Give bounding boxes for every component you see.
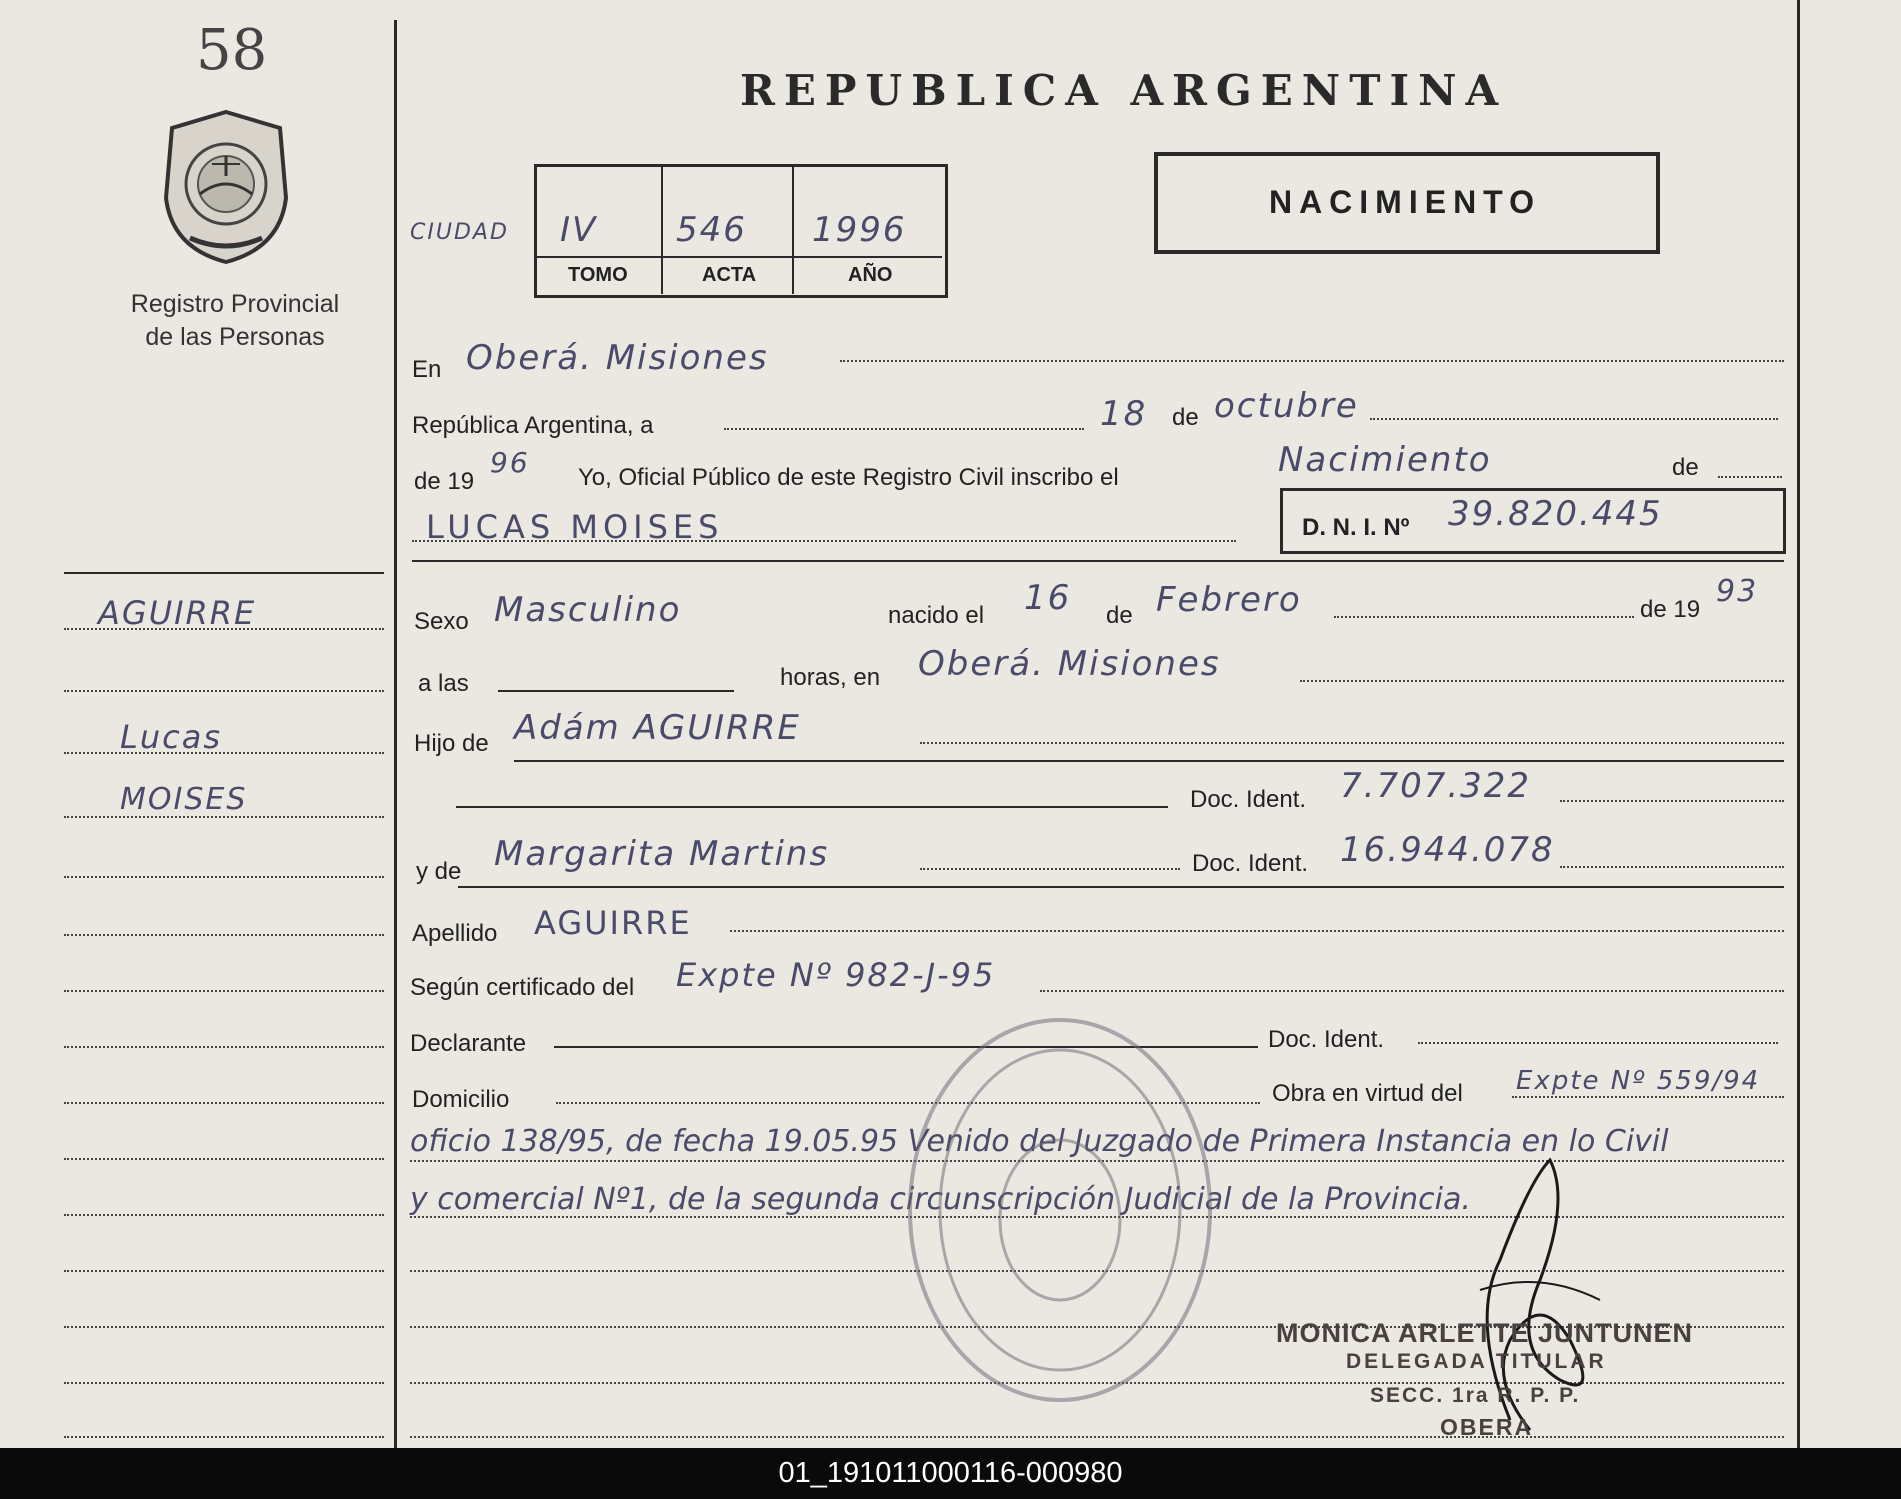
ref-prefix: CIUDAD (410, 220, 509, 245)
apellido-label: Apellido (412, 920, 498, 947)
day-value: 18 (1100, 394, 1148, 434)
margin-dotted-line (64, 990, 384, 992)
birth-year-label: de 19 (1640, 596, 1701, 623)
tomo-label: TOMO (568, 264, 628, 286)
obra-value: Expte Nº 559/94 (1516, 1066, 1761, 1096)
stamp-role: DELEGADA TITULAR (1346, 1350, 1607, 1373)
place-line (1300, 680, 1784, 682)
birth-year-suffix: 93 (1716, 574, 1759, 609)
inscribo-line (1718, 476, 1782, 478)
domicilio-label: Domicilio (412, 1086, 510, 1113)
stamp-name: MONICA ARLETTE JUNTUNEN (1276, 1318, 1693, 1348)
document-title: REPUBLICA ARGENTINA (740, 66, 1508, 115)
apellido-value: AGUIRRE (534, 904, 692, 942)
tomo-value: IV (560, 210, 598, 250)
margin-surname: AGUIRRE (98, 594, 257, 632)
en-line (840, 360, 1784, 362)
en-value: Oberá. Misiones (466, 338, 769, 378)
margin-dotted-line (64, 1214, 384, 1216)
y-de-label: y de (416, 858, 462, 885)
date-line (724, 428, 1084, 430)
margin-dotted-line (64, 690, 384, 692)
horas-label: horas, en (780, 664, 881, 691)
stamp-section: SECC. 1ra R. P. P. (1370, 1384, 1581, 1407)
note-line2: y comercial Nº1, de la segunda circunscripción Judicial de la Provincia. (410, 1182, 1471, 1217)
margin-dotted-line (64, 876, 384, 878)
margin-dotted-line (64, 628, 384, 630)
segun-line (1040, 990, 1784, 992)
left-column-divider (394, 20, 397, 1448)
a-las-label: a las (418, 670, 469, 697)
hours-line (498, 690, 734, 692)
margin-dotted-line (64, 1326, 384, 1328)
name-value: LUCAS MOISES (426, 508, 724, 546)
margin-dotted-line (64, 816, 384, 818)
record-type: NACIMIENTO (1268, 184, 1542, 220)
de-label: de (1172, 404, 1199, 431)
page-number: 58 (196, 18, 268, 83)
hijo-label: Hijo de (414, 730, 489, 757)
margin-dotted-line (64, 752, 384, 754)
oficial-text: Yo, Oficial Público de este Registro Civil inscribo el (578, 464, 1119, 491)
right-border (1797, 0, 1800, 1448)
dni-value: 39.820.445 (1448, 494, 1663, 534)
margin-dotted-line (64, 1382, 384, 1384)
mother-doc-label: Doc. Ident. (1192, 850, 1309, 877)
declarante-doc-label: Doc. Ident. (1268, 1026, 1385, 1053)
margin-name1: Lucas (120, 718, 222, 756)
image-id-footer: 01_191011000116-000980 (0, 1448, 1901, 1499)
margin-dotted-line (64, 1102, 384, 1104)
mother-rule (458, 886, 1784, 888)
obra-line (1512, 1096, 1784, 1098)
sexo-label: Sexo (414, 608, 469, 635)
dni-label: D. N. I. Nº (1302, 514, 1410, 541)
father-doc-label: Doc. Ident. (1190, 786, 1307, 813)
section-rule (412, 560, 1784, 562)
month-line (1370, 418, 1778, 420)
registry-name (90, 288, 380, 354)
father-doc-line (456, 806, 1168, 808)
margin-dotted-line (64, 1046, 384, 1048)
sexo-value: Masculino (494, 590, 682, 630)
father-line (920, 742, 1784, 744)
margin-dotted-line (64, 1270, 384, 1272)
acta-value: 546 (676, 210, 747, 250)
acta-label: ACTA (702, 264, 757, 286)
birth-place: Oberá. Misiones (918, 644, 1221, 684)
segun-label: Según certificado del (410, 974, 635, 1001)
father-doc-value: 7.707.322 (1340, 766, 1532, 806)
ano-label: AÑO (848, 264, 893, 286)
father-value: Adám AGUIRRE (514, 708, 801, 748)
registry-name-line1: Registro Provincial (130, 290, 340, 318)
margin-dotted-line (64, 1158, 384, 1160)
apellido-line (730, 930, 1784, 932)
father-rule (514, 760, 1784, 762)
segun-value: Expte Nº 982-J-95 (676, 956, 996, 994)
birth-line (1334, 616, 1634, 618)
month-value: octubre (1214, 386, 1359, 426)
registry-round-stamp-icon (900, 1010, 1220, 1410)
birth-month: Febrero (1156, 580, 1302, 620)
en-label: En (412, 356, 442, 383)
ano-value: 1996 (812, 210, 907, 250)
mother-doc-dots (1560, 866, 1784, 868)
declarante-label: Declarante (410, 1030, 527, 1057)
year-suffix: 96 (490, 446, 530, 479)
birth-day: 16 (1024, 578, 1072, 618)
ref-box-divider (792, 166, 794, 294)
republica-label: República Argentina, a (412, 412, 654, 439)
de3-label: de (1106, 602, 1133, 629)
de2-label: de (1672, 454, 1699, 481)
margin-name2: MOISES (120, 782, 248, 817)
ref-box-divider (661, 166, 663, 294)
nacido-label: nacido el (888, 602, 985, 629)
margin-top-rule (64, 572, 384, 574)
stamp-city: OBERA (1440, 1414, 1534, 1440)
mother-value: Margarita Martins (494, 834, 830, 874)
margin-dotted-line (64, 1436, 384, 1438)
mother-doc-value: 16.944.078 (1340, 830, 1555, 870)
ref-box-rule (537, 256, 942, 258)
note-line1: oficio 138/95, de fecha 19.05.95 Venido del Juzgado de Primera Instancia en lo Civil (410, 1124, 1669, 1159)
year-label: de 19 (414, 468, 475, 495)
mother-line (920, 868, 1180, 870)
father-doc-dots (1560, 800, 1784, 802)
registry-name-line2: de las Personas (145, 323, 325, 351)
declarante-doc-line (1418, 1042, 1778, 1044)
obra-label: Obra en virtud del (1272, 1080, 1463, 1107)
registry-seal-icon (160, 108, 292, 266)
margin-dotted-line (64, 934, 384, 936)
inscribo-value: Nacimiento (1278, 440, 1492, 480)
name-line (412, 540, 1236, 542)
